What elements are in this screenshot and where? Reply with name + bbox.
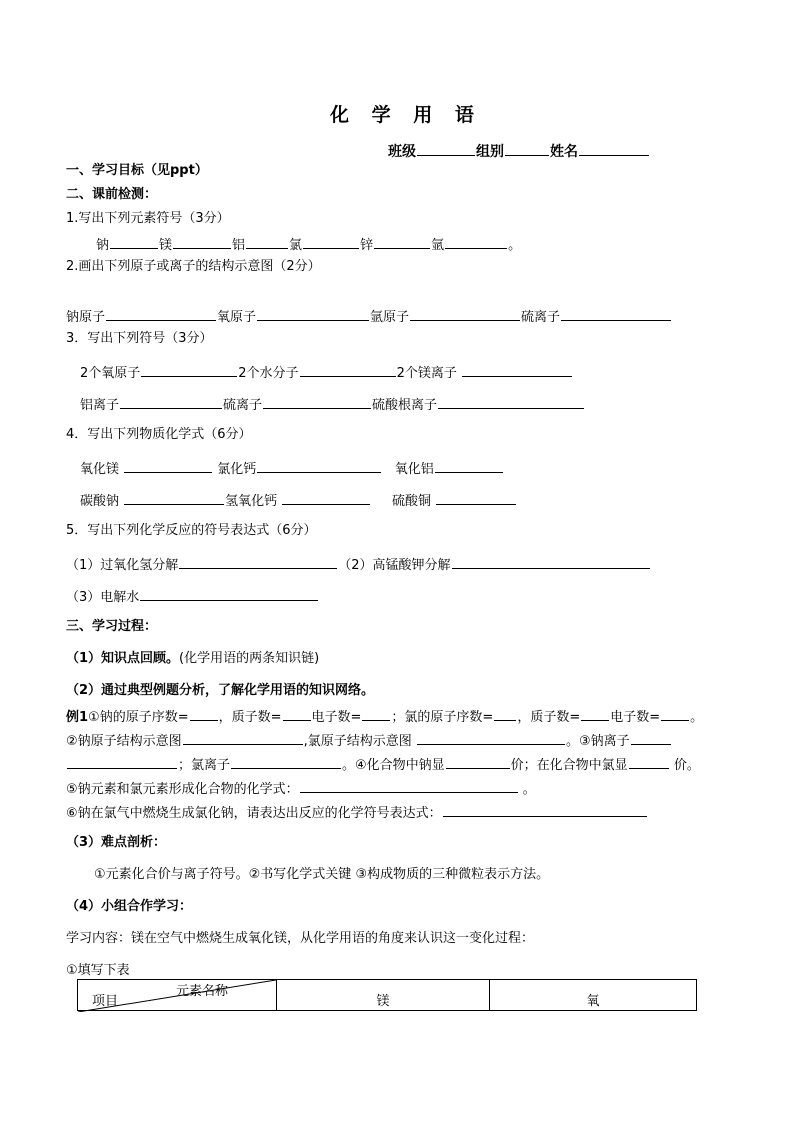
answer-blank[interactable]	[303, 234, 359, 249]
answer-blank[interactable]	[282, 490, 370, 505]
ex-line-4	[66, 778, 536, 799]
group-blank[interactable]	[505, 141, 549, 156]
q5-row2	[66, 586, 319, 607]
ex-text: ⑤钠元素和氯元素形成化合物的化学式：	[66, 782, 299, 797]
element-table	[77, 979, 697, 1011]
ex-text: 。	[690, 710, 704, 725]
p4-content: 学习内容：镁在空气中燃烧生成氧化镁，从化学用语的角度来认识这一变化过程：	[66, 931, 535, 946]
q1-item: 钠	[96, 238, 110, 253]
q3-title: 3．写出下列符号（3分）	[66, 331, 213, 346]
name-blank[interactable]	[579, 141, 649, 156]
q4-item: 氢氧化钙	[225, 494, 278, 509]
answer-blank[interactable]	[300, 778, 518, 793]
q2-item: 钠原子	[66, 310, 106, 325]
answer-blank[interactable]	[141, 362, 237, 377]
section-process: 三、学习过程：	[66, 619, 158, 634]
answer-blank[interactable]	[110, 234, 158, 249]
ex-text: 电子数=	[610, 710, 661, 725]
q3-item: 硫酸根离子	[372, 398, 438, 413]
answer-blank[interactable]	[183, 730, 303, 745]
answer-blank[interactable]	[124, 458, 212, 473]
answer-blank[interactable]	[462, 362, 572, 377]
answer-blank[interactable]	[120, 394, 222, 409]
ex-text: ,氯原子结构示意图	[303, 734, 412, 749]
ex-text: ②钠原子结构示意图	[66, 734, 182, 749]
q1-end: 。	[508, 238, 522, 253]
q2-item: 氧原子	[217, 310, 257, 325]
answer-blank[interactable]	[263, 394, 371, 409]
section-pretest: 二、课前检测：	[66, 187, 158, 202]
q5-row1	[66, 554, 651, 575]
ex-text: 价。	[673, 758, 700, 773]
answer-blank[interactable]	[190, 706, 218, 721]
q3-item: 铝离子	[80, 398, 120, 413]
p3-body: ①元素化合价与离子符号。②书写化学式关键 ③构成物质的三种微粒表示方法。	[94, 867, 550, 882]
ex-text: ⑥钠在氯气中燃烧生成氯化钠，请表达出反应的化学符号表达式：	[66, 806, 442, 821]
q3-item: 硫离子	[223, 398, 263, 413]
q4-item: 氯化钙	[217, 462, 257, 477]
q5-item: （1）过氧化氢分解	[66, 558, 179, 573]
q2-title: 2.画出下列原子或离子的结构示意图（2分）	[66, 259, 321, 274]
answer-blank[interactable]	[124, 490, 224, 505]
answer-blank[interactable]	[438, 394, 584, 409]
corner-top-label: 元素名称	[176, 984, 229, 999]
q4-item: 硫酸铜	[391, 494, 431, 509]
ex-text: 价；在化合物中氯显	[510, 758, 628, 773]
answer-blank[interactable]	[300, 362, 396, 377]
answer-blank[interactable]	[435, 458, 503, 473]
answer-blank[interactable]	[494, 706, 516, 721]
answer-blank[interactable]	[106, 306, 216, 321]
q1-item: 镁	[159, 238, 173, 253]
answer-blank[interactable]	[410, 306, 520, 321]
q3-item: 2个水分子	[238, 366, 299, 381]
q5-item: （2）高锰酸钾分解	[338, 558, 451, 573]
answer-blank[interactable]	[257, 306, 369, 321]
answer-blank[interactable]	[283, 706, 311, 721]
ex-text: 。④化合物中钠显	[342, 758, 445, 773]
answer-blank[interactable]	[257, 458, 381, 473]
class-label: 班级	[388, 144, 416, 160]
q3-item: 2个镁离子	[396, 366, 457, 381]
answer-blank[interactable]	[362, 706, 390, 721]
q4-row1	[80, 458, 504, 479]
q1-item: 锌	[360, 238, 374, 253]
ex-text: ，质子数=	[218, 710, 282, 725]
p1-note: (化学用语的两条知识链)	[179, 651, 320, 666]
ex-line-2	[66, 730, 672, 751]
answer-blank[interactable]	[445, 234, 507, 249]
q5-title: 5．写出下列化学反应的符号表达式（6分）	[66, 523, 317, 538]
answer-blank[interactable]	[629, 754, 669, 769]
section-objectives: 一、学习目标（见ppt）	[66, 163, 208, 178]
corner-bottom-label: 项目	[92, 994, 119, 1009]
student-info	[388, 141, 650, 161]
q2-item: 氩原子	[370, 310, 410, 325]
ex-text: ，质子数=	[517, 710, 581, 725]
q1-title: 1.写出下列元素符号（3分）	[66, 211, 230, 226]
q4-item: 氧化镁	[80, 462, 120, 477]
table-col-header: 氧	[490, 980, 697, 1011]
q1-items	[96, 234, 521, 255]
q1-item: 氯	[289, 238, 303, 253]
answer-blank[interactable]	[446, 754, 510, 769]
ex-text: 电子数=	[311, 710, 362, 725]
q2-items	[66, 306, 672, 327]
q1-item: 氩	[431, 238, 445, 253]
table-col-header: 镁	[277, 980, 490, 1011]
answer-blank[interactable]	[173, 234, 231, 249]
page-title: 化 学 用 语	[330, 104, 482, 126]
name-label: 姓名	[550, 144, 578, 160]
answer-blank[interactable]	[581, 706, 609, 721]
class-blank[interactable]	[417, 141, 475, 156]
answer-blank[interactable]	[436, 490, 516, 505]
ex-line-5	[66, 802, 648, 823]
answer-blank[interactable]	[67, 754, 177, 769]
ex-line-3	[66, 754, 700, 775]
q4-title: 4．写出下列物质化学式（6分）	[66, 427, 252, 442]
p4-fill: ①填写下表	[66, 963, 130, 978]
answer-blank[interactable]	[374, 234, 430, 249]
q3-item: 2个氧原子	[80, 366, 141, 381]
answer-blank[interactable]	[561, 306, 671, 321]
p3-title: （3）难点剖析：	[66, 835, 167, 850]
p1-label: （1）知识点回顾。	[66, 651, 180, 666]
answer-blank[interactable]	[631, 730, 671, 745]
group-label: 组别	[476, 144, 504, 160]
answer-blank[interactable]	[661, 706, 689, 721]
q4-row2	[80, 490, 517, 511]
q4-item: 氧化铝	[394, 462, 434, 477]
ex-line-1	[66, 706, 703, 727]
ex-text: ；氯的原子序数=	[391, 710, 494, 725]
p4-title: （4）小组合作学习：	[66, 899, 193, 914]
table-corner-cell	[78, 980, 277, 1011]
answer-blank[interactable]	[417, 730, 565, 745]
answer-blank[interactable]	[231, 754, 341, 769]
q3-row2	[80, 394, 585, 415]
ex-text: 。③钠离子	[565, 734, 630, 749]
q3-row1	[80, 362, 573, 383]
ex-text: ；氯离子	[178, 758, 231, 773]
q2-item: 硫离子	[521, 310, 561, 325]
ex-text: ①钠的原子序数=	[88, 710, 189, 725]
ex-lead: 例1	[66, 710, 89, 725]
answer-blank[interactable]	[140, 586, 318, 601]
q4-item: 碳酸钠	[80, 494, 120, 509]
q5-item: （3）电解水	[66, 590, 140, 605]
p1-line	[66, 650, 319, 668]
ex-text: 。	[522, 782, 536, 797]
answer-blank[interactable]	[179, 554, 337, 569]
answer-blank[interactable]	[246, 234, 288, 249]
answer-blank[interactable]	[452, 554, 650, 569]
p2-line: （2）通过典型例题分析，了解化学用语的知识网络。	[66, 683, 375, 698]
answer-blank[interactable]	[443, 802, 647, 817]
q1-item: 铝	[232, 238, 246, 253]
